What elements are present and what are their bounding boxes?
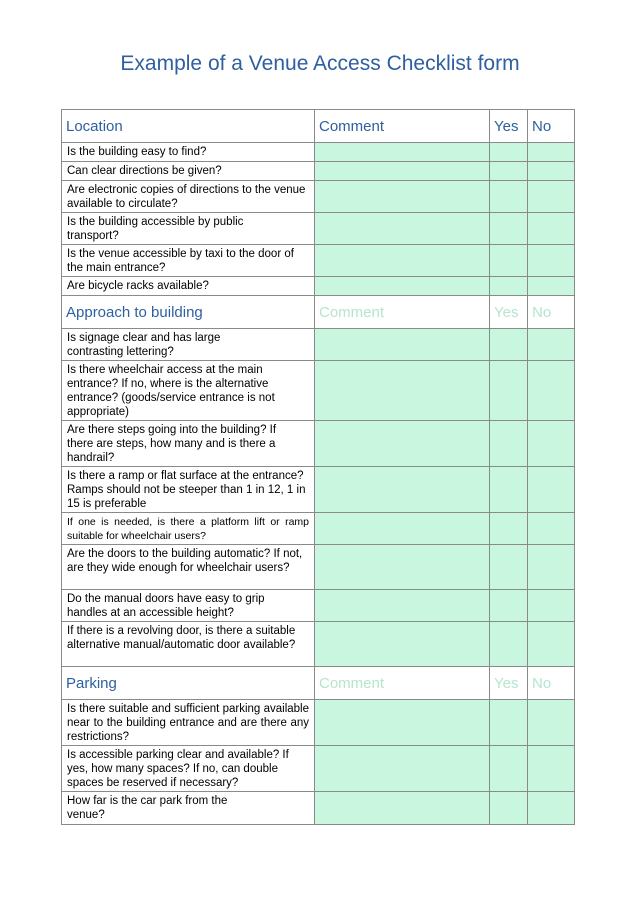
comment-field[interactable] <box>315 622 490 667</box>
no-header: No <box>528 110 575 143</box>
yes-checkbox[interactable] <box>490 467 528 513</box>
yes-checkbox[interactable] <box>490 622 528 667</box>
no-checkbox[interactable] <box>528 329 575 361</box>
table-row <box>62 746 575 792</box>
comment-field[interactable] <box>315 545 490 590</box>
yes-checkbox[interactable] <box>490 545 528 590</box>
question-text: Are there steps going into the building? If there are steps, how many and is there a handrail? <box>62 421 315 467</box>
table-row <box>62 590 575 622</box>
table-row <box>62 622 575 667</box>
question-text: Is signage clear and has large contrasting lettering? <box>62 329 315 361</box>
question-text: Is the building accessible by public transport? <box>62 213 315 245</box>
comment-field[interactable] <box>315 792 490 825</box>
yes-header: Yes <box>490 110 528 143</box>
yes-checkbox[interactable] <box>490 181 528 213</box>
no-checkbox[interactable] <box>528 162 575 181</box>
yes-checkbox[interactable] <box>490 792 528 825</box>
table-row <box>62 143 575 162</box>
section-heading: Parking <box>62 667 315 700</box>
comment-field[interactable] <box>315 467 490 513</box>
page-title: Example of a Venue Access Checklist form <box>120 52 520 75</box>
comment-field[interactable] <box>315 277 490 296</box>
comment-field[interactable] <box>315 361 490 421</box>
comment-field[interactable] <box>315 213 490 245</box>
table-row <box>62 181 575 213</box>
comment-header: Comment <box>315 110 490 143</box>
table-row <box>62 277 575 296</box>
section-header-approach <box>62 296 575 329</box>
yes-header: Yes <box>490 296 528 329</box>
comment-header: Comment <box>315 667 490 700</box>
no-checkbox[interactable] <box>528 277 575 296</box>
table-row <box>62 361 575 421</box>
question-text: If one is needed, is there a platform lift or ramp suitable for wheelchair users? <box>62 513 315 545</box>
table-row <box>62 421 575 467</box>
no-checkbox[interactable] <box>528 245 575 277</box>
question-text: Do the manual doors have easy to grip handles at an accessible height? <box>62 590 315 622</box>
checklist-table <box>61 109 575 825</box>
comment-field[interactable] <box>315 162 490 181</box>
question-text: If there is a revolving door, is there a suitable alternative manual/automatic door available? <box>62 622 315 667</box>
yes-checkbox[interactable] <box>490 329 528 361</box>
comment-field[interactable] <box>315 421 490 467</box>
table-row <box>62 329 575 361</box>
table-row <box>62 792 575 825</box>
question-text: Is there wheelchair access at the main entrance? If no, where is the alternative entrance? (goods/service entrance is not appropriate) <box>62 361 315 421</box>
table-row <box>62 162 575 181</box>
question-text: Are the doors to the building automatic? If not, are they wide enough for wheelchair users? <box>62 545 315 590</box>
yes-checkbox[interactable] <box>490 162 528 181</box>
comment-field[interactable] <box>315 329 490 361</box>
no-checkbox[interactable] <box>528 700 575 746</box>
no-checkbox[interactable] <box>528 467 575 513</box>
no-checkbox[interactable] <box>528 421 575 467</box>
no-checkbox[interactable] <box>528 513 575 545</box>
section-header-parking <box>62 667 575 700</box>
section-header-location <box>62 110 575 143</box>
yes-checkbox[interactable] <box>490 746 528 792</box>
yes-checkbox[interactable] <box>490 421 528 467</box>
question-text: Are bicycle racks available? <box>62 277 315 296</box>
comment-field[interactable] <box>315 143 490 162</box>
question-text: Is accessible parking clear and available? If yes, how many spaces? If no, can double spaces be reserved if necessary? <box>62 746 315 792</box>
yes-header: Yes <box>490 667 528 700</box>
question-text: Is the building easy to find? <box>62 143 315 162</box>
question-text: How far is the car park from the venue? <box>62 792 315 825</box>
table-row <box>62 245 575 277</box>
no-checkbox[interactable] <box>528 545 575 590</box>
question-text: Is the venue accessible by taxi to the door of the main entrance? <box>62 245 315 277</box>
no-checkbox[interactable] <box>528 746 575 792</box>
no-checkbox[interactable] <box>528 181 575 213</box>
yes-checkbox[interactable] <box>490 143 528 162</box>
no-checkbox[interactable] <box>528 143 575 162</box>
yes-checkbox[interactable] <box>490 361 528 421</box>
question-text: Can clear directions be given? <box>62 162 315 181</box>
section-heading: Approach to building <box>62 296 315 329</box>
table-row <box>62 513 575 545</box>
yes-checkbox[interactable] <box>490 590 528 622</box>
comment-field[interactable] <box>315 746 490 792</box>
comment-field[interactable] <box>315 245 490 277</box>
no-checkbox[interactable] <box>528 792 575 825</box>
yes-checkbox[interactable] <box>490 277 528 296</box>
yes-checkbox[interactable] <box>490 513 528 545</box>
comment-field[interactable] <box>315 700 490 746</box>
no-checkbox[interactable] <box>528 361 575 421</box>
comment-header: Comment <box>315 296 490 329</box>
comment-field[interactable] <box>315 590 490 622</box>
section-heading: Location <box>62 110 315 143</box>
no-checkbox[interactable] <box>528 622 575 667</box>
yes-checkbox[interactable] <box>490 213 528 245</box>
no-checkbox[interactable] <box>528 590 575 622</box>
table-row <box>62 213 575 245</box>
comment-field[interactable] <box>315 181 490 213</box>
no-header: No <box>528 296 575 329</box>
table-row <box>62 545 575 590</box>
table-row <box>62 467 575 513</box>
question-text: Is there a ramp or flat surface at the entrance? Ramps should not be steeper than 1 in 12, 1 in 15 is preferable <box>62 467 315 513</box>
no-checkbox[interactable] <box>528 213 575 245</box>
yes-checkbox[interactable] <box>490 245 528 277</box>
comment-field[interactable] <box>315 513 490 545</box>
table-row <box>62 700 575 746</box>
question-text: Is there suitable and sufficient parking available near to the building entrance and are there any restrictions? <box>62 700 315 746</box>
question-text: Are electronic copies of directions to the venue available to circulate? <box>62 181 315 213</box>
no-header: No <box>528 667 575 700</box>
yes-checkbox[interactable] <box>490 700 528 746</box>
